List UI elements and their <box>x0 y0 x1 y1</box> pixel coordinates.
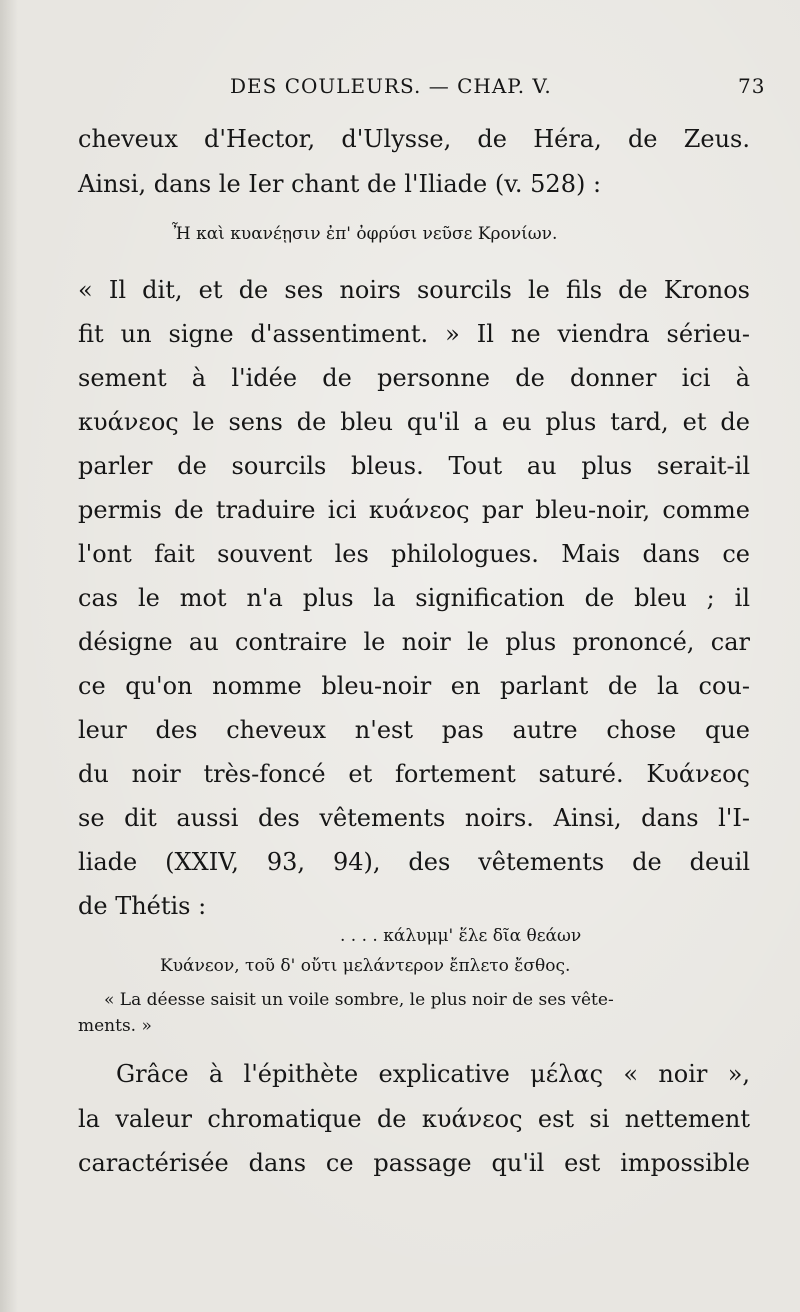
text-line: se dit aussi des vêtements noirs. Ainsi, dans l'I- <box>78 804 750 832</box>
quotation-translation: ments. » <box>78 1016 152 1036</box>
running-title: DES COULEURS. — CHAP. V. <box>230 74 552 98</box>
text-line: caractérisée dans ce passage qu'il est impossible <box>78 1149 750 1177</box>
text-line: « Il dit, et de ses noirs sourcils le fils de Kronos <box>78 276 750 304</box>
text-line: du noir très-foncé et fortement saturé. Κυάνεος <box>78 760 750 788</box>
text-line: permis de traduire ici κυάνεος par bleu-noir, comme <box>78 496 750 524</box>
greek-quotation: Κυάνεον, τοῦ δ' οὔτι μελάντερον ἔπλετο ἔσθος. <box>160 956 571 976</box>
page-header <box>0 74 800 104</box>
text-line: ce qu'on nomme bleu-noir en parlant de la cou- <box>78 672 750 700</box>
page-number: 73 <box>738 74 766 98</box>
text-line: cas le mot n'a plus la signification de bleu ; il <box>78 584 750 612</box>
greek-quotation: . . . . κάλυμμ' ἕλε δῖα θεάων <box>340 926 582 946</box>
text-line: fit un signe d'assentiment. » Il ne viendra sérieu- <box>78 320 750 348</box>
quotation-translation: « La déesse saisit un voile sombre, le plus noir de ses vête- <box>104 990 614 1010</box>
text-line: leur des cheveux n'est pas autre chose que <box>78 716 750 744</box>
page-gutter-shadow <box>0 0 18 1312</box>
text-line: parler de sourcils bleus. Tout au plus serait-il <box>78 452 750 480</box>
greek-quotation: Ἦ καὶ κυανέῃσιν ἐπ' ὀφρύσι νεῦσε Κρονίων. <box>172 224 558 244</box>
text-line: la valeur chromatique de κυάνεος est si nettement <box>78 1105 750 1133</box>
text-line: Ainsi, dans le Ier chant de l'Iliade (v. 528) : <box>78 170 602 198</box>
text-line: κυάνεος le sens de bleu qu'il a eu plus tard, et de <box>78 408 750 436</box>
text-line: de Thétis : <box>78 892 207 920</box>
text-line: cheveux d'Hector, d'Ulysse, de Héra, de Zeus. <box>78 125 750 153</box>
text-line: Grâce à l'épithète explicative μέλας « noir », <box>116 1060 750 1088</box>
text-line: liade (XXIV, 93, 94), des vêtements de deuil <box>78 848 750 876</box>
text-line: désigne au contraire le noir le plus prononcé, car <box>78 628 750 656</box>
text-line: l'ont fait souvent les philologues. Mais dans ce <box>78 540 750 568</box>
text-line: sement à l'idée de personne de donner ici à <box>78 364 750 392</box>
